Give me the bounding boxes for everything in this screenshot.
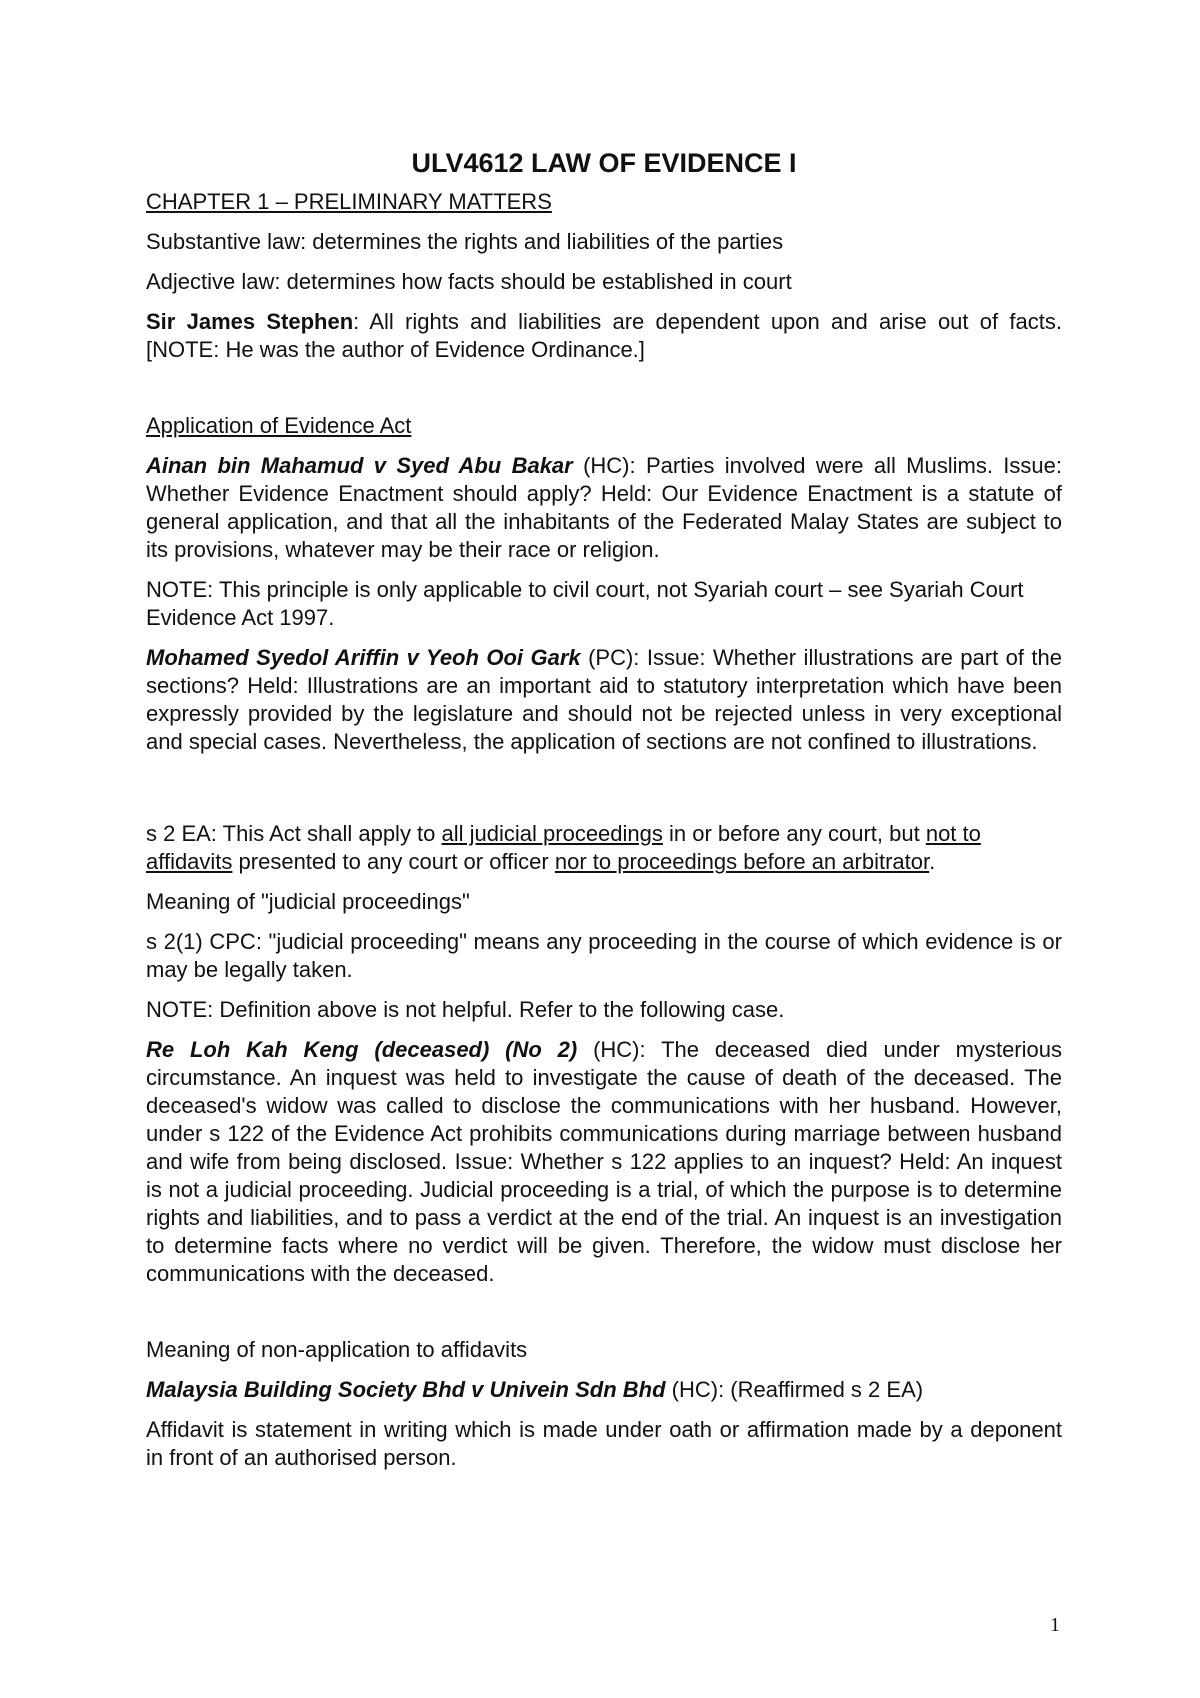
substantive-law-definition: Substantive law: determines the rights and liabilities of the parties (146, 229, 784, 254)
ainan-case-paragraph (146, 452, 1062, 564)
s2-not-affidavits: not to affidavits (146, 821, 981, 874)
stephen-name: Sir James Stephen (146, 309, 354, 334)
chapter-heading: CHAPTER 1 – PRELIMINARY MATTERS (146, 189, 552, 214)
s2-text-e: presented to any court or officer (232, 849, 555, 874)
loh-case-text: (HC): The deceased died under mysterious circumstance. An inquest was held to investigate the cause of death of the deceased. The deceased's widow was called to disclose the communications with her husband. However, under s 122 of the Evidence Act prohibits communications during marriage between husband and wife from being disclosed. Issue: Whether s 122 applies to an inquest? Held: An inquest is not a judicial proceeding. Judicial proceeding is a trial, of which the purpose is to determine rights and liabilities, and to pass a verdict at the end of the trial. An inquest is an investigation to determine facts where no verdict will be given. Therefore, the widow must disclose her communications with the deceased. (146, 1037, 1062, 1286)
document-title: ULV4612 LAW OF EVIDENCE I (411, 148, 797, 178)
application-heading: Application of Evidence Act (146, 413, 412, 438)
mbs-case-text: (HC): (Reaffirmed s 2 EA) (665, 1377, 924, 1402)
s2-arbitrator: nor to proceedings before an arbitrator (554, 849, 930, 874)
syariah-note: NOTE: This principle is only applicable to civil court, not Syariah court – see Syariah Court Evidence Act 1997. (146, 577, 1024, 630)
s2-text-c: in or before any court, but (662, 821, 926, 846)
mohamed-case-name: Mohamed Syedol Ariffin v Yeoh Ooi Gark (146, 645, 581, 670)
mbs-case-paragraph (146, 1376, 1062, 1404)
ainan-case-name: Ainan bin Mahamud v Syed Abu Bakar (146, 453, 573, 478)
loh-case-name: Re Loh Kah Keng (deceased) (No 2) (146, 1037, 578, 1062)
s2-ea-paragraph (146, 820, 1062, 876)
mbs-case-name: Malaysia Building Society Bhd v Univein Sdn Bhd (146, 1377, 666, 1402)
mohamed-case-paragraph (146, 644, 1062, 756)
spacer (146, 1300, 1062, 1336)
affidavit-definition: Affidavit is statement in writing which is made under oath or affirmation made by a deponent in front of an authorised person. (146, 1417, 1062, 1470)
spacer (146, 376, 1062, 412)
meaning-affidavits: Meaning of non-application to affidavits (146, 1337, 528, 1362)
s2-judicial-proceedings: all judicial proceedings (441, 821, 663, 846)
meaning-judicial-proceedings: Meaning of "judicial proceedings" (146, 889, 470, 914)
ainan-case-text: (HC): Parties involved were all Muslims. Issue: Whether Evidence Enactment should apply? Held: Our Evidence Enactment is a statute of general application, and that all the inhabitants of the Federated Malay States are subject to its provisions, whatever may be their race or religion. (146, 453, 1062, 562)
page-number: 1 (1050, 1614, 1060, 1636)
loh-case-paragraph (146, 1036, 1062, 1288)
stephen-paragraph (146, 308, 1062, 364)
adjective-law-definition: Adjective law: determines how facts should be established in court (146, 269, 792, 294)
definition-note: NOTE: Definition above is not helpful. Refer to the following case. (146, 997, 785, 1022)
stephen-text: : All rights and liabilities are dependent upon and arise out of facts. [NOTE: He was the author of Evidence Ordinance.] (146, 309, 1062, 362)
document-page (146, 146, 1062, 1484)
cpc-definition: s 2(1) CPC: "judicial proceeding" means any proceeding in the course of which evidence is or may be legally taken. (146, 929, 1062, 982)
s2-text-a: s 2 EA: This Act shall apply to (146, 821, 442, 846)
mohamed-case-text: (PC): Issue: Whether illustrations are part of the sections? Held: Illustrations are an important aid to statutory interpretation which have been expressly provided by the legislature and should not be rejected unless in very exceptional and special cases. Nevertheless, the application of sections are not confined to illustrations. (146, 645, 1062, 754)
spacer (146, 768, 1062, 820)
s2-text-g: . (929, 849, 936, 874)
